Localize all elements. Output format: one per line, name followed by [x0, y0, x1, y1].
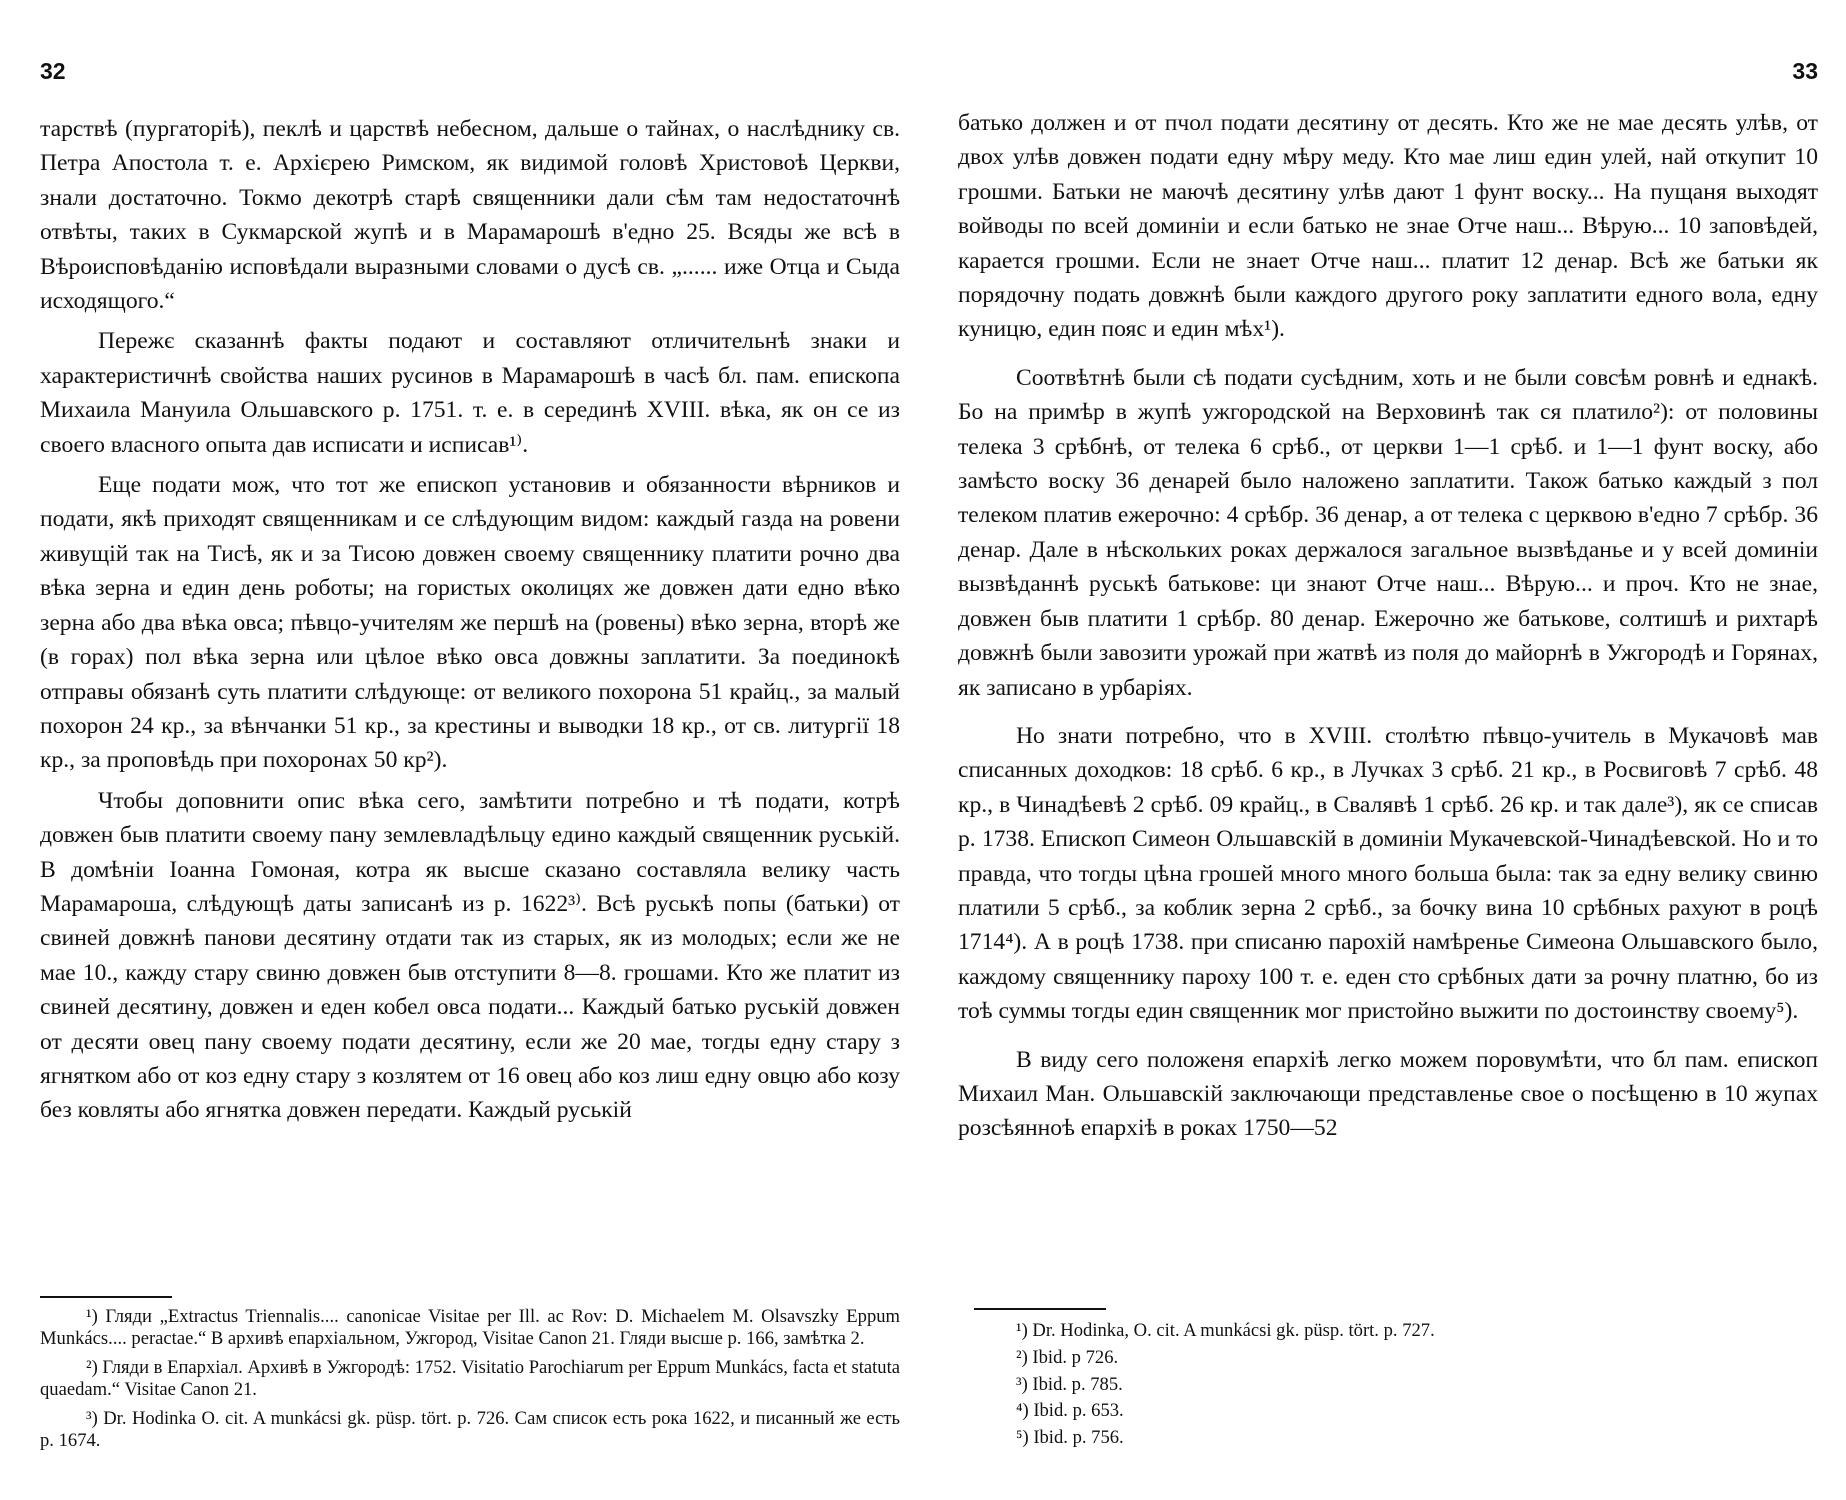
- right-paragraph-1: батько должен и от пчол подати десятину от десять. Кто же не мае десять улѣв, от двох улѣв довжен подати едну мѣру меду. Кто мае лиш един улей, най откупит 10 грошми. Батьки не маючѣ десятину улѣв дают 1 фунт воску... На пущаня выходят войводы по всей доминіи и если батько не знае Отче наш... Вѣрую... 10 заповѣдей, карается грошми. Если не знает Отче наш... платит 12 денар. Всѣ же батьки як порядочну подать довжнѣ были каждого другого року заплатити едного вола, едну куницю, един пояс и един мѣх¹).: [958, 110, 1818, 343]
- left-paragraph-1: тарствѣ (пургаторіѣ), пеклѣ и царствѣ небесном, дальше о тайнах, о наслѣднику св. Петра Апостола т. е. Архієрею Римском, як видимой головѣ Христовоѣ Церкви, знали достаточно. Токмо декотрѣ старѣ священники дали сѣм там недостаточнѣ отвѣты, таких в Сукмарской жупѣ и в Марамарошѣ в'едно 25. Всяды же всѣ в Вѣроисповѣданію исповѣдали выразными словами о дусѣ св. „...... иже Отца и Сыда исходящого.“: [40, 116, 900, 315]
- left-footnote-1: ¹) Гляди „Extractus Triennalis.... canonicae Visitae per Ill. ac Rov: D. Michaelem M. Olsavszky Eppum Munkács.... peractae.“ В архивѣ епархіальном, Ужгород, Visitae Canon 21. Гляди высше р. 166, замѣтка 2.: [40, 1306, 900, 1350]
- right-page-body: [958, 106, 1818, 1160]
- right-footnote-rule: [974, 1308, 1106, 1310]
- right-footnote-1: ¹) Dr. Hodinka, O. cit. A munkácsi gk. püsp. tört. p. 727.: [1016, 1320, 1435, 1341]
- left-paragraph-2: Пережє сказаннѣ факты подают и составляют отличительнѣ знаки и характеристичнѣ свойства наших русинов в Марамарошѣ в часѣ бл. пам. епископа Михаила Мануила Ольшавского р. 1751. т. е. в серединѣ XVIII. вѣка, як он се из своего власного опыта дав исписати и исписав¹⁾.: [40, 328, 900, 458]
- left-footnote-3: ³) Dr. Hodinka O. cit. A munkácsi gk. püsp. tört. p. 726. Сам список есть рока 1622, и писанный же есть р. 1674.: [40, 1407, 900, 1452]
- right-paragraph-2: Соотвѣтнѣ были сѣ подати сусѣдним, хоть и не были совсѣм ровнѣ и еднакѣ. Бо на примѣр в жупѣ ужгородской на Верховинѣ так ся платило²): от половины телека 3 срѣбнѣ, от телека 6 срѣб., от церкви 1—1 срѣб. и 1—1 фунт воску, або замѣсто воску 36 денарей было наложено заплатити. Також батько каждый з пол телеком платив ежерочно: 4 срѣбр. 36 денар, а от телека с церквою в'едно 7 срѣбр. 36 денар. Дале в нѣскольких роках держалося загальное вызвѣданье и у всей доминіи вызвѣданнѣ руськѣ батькове: ци знают Отче наш... Вѣрую... и проч. Кто не знае, довжен быв платити 1 срѣбр. 80 денар. Ежерочно же батькове, солтишѣ и рихтарѣ довжнѣ были завозити урожай при жатвѣ из поля до майорнѣ в Ужгородѣ и Горянах, як записано в урбаріях.: [958, 364, 1818, 701]
- right-paragraph-3: Но знати потребно, что в XVIII. столѣтю пѣвцо-учитель в Мукачовѣ мав списанных доходков: 18 срѣб. 6 кр., в Лучках 3 срѣб. 21 кр., в Росвиговѣ 7 срѣб. 48 кр., в Чинадѣевѣ 2 срѣб. 09 крайц., в Свалявѣ 1 срѣб. 26 кр. и так дале³), як се списав р. 1738. Епископ Симеон Ольшавскій в доминіи Мукачевской-Чинадѣевской. Но и то правда, что тогды цѣна грошей много много больша была: так за едну велику свиню платили 5 срѣб., за коблик зерна 2 срѣб., за бочку вина 10 срѣбных рахуют в роцѣ 1714⁴). А в роцѣ 1738. при списаню парохій намѣренье Симеона Ольшавского было, каждому священнику пароху 100 т. е. еден сто срѣбных дати за рочну платню, бо из тоѣ суммы тогды един священник мог пристойно выжити по достоинству своему⁵).: [958, 722, 1818, 1025]
- left-footnotes: [40, 1306, 900, 1458]
- left-footnote-2: ²) Гляди в Епархіал. Архивѣ в Ужгородѣ: 1752. Visitatio Parochiarum per Eppum Munkács, facta et statuta quaedam.“ Visitae Canon 21.: [40, 1356, 900, 1401]
- right-footnote-4: ⁴) Ibid. p. 653.: [1016, 1400, 1124, 1422]
- right-paragraph-4: В виду сего положеня епархіѣ легко можем поровумѣти, что бл пам. епископ Михаил Ман. Ольшавскій заключающи представленье свое о посѣщеню в 10 жупах розсѣянноѣ епархіѣ в роках 1750—52: [958, 1046, 1818, 1142]
- left-paragraph-4: Чтобы доповнити опис вѣка сего, замѣтити потребно и тѣ подати, котрѣ довжен быв платити своему пану землевладѣльцу едино каждый священник руській. В домѣніи Іоанна Гомоная, котра як высше сказано составляла велику часть Марамароша, слѣдующѣ даты записанѣ из р. 1622³⁾. Всѣ руськѣ попы (батьки) от свиней довжнѣ панови десятину отдати так из старых, як из молодых; если же не мае 10., кажду стару свиню довжен быв отступити 8—8. грошами. Кто же платит из свиней десятину, довжен и еден кобел овса подати... Каждый батько руській довжен от десяти овец пану своему подати десятину, если же 20 мае, тогды едну стару з ягнятком або от коз едну стару з козлятем от 16 овец або коз лиш едну овцю або козу без ковляты або ягнятка довжен передати. Каждый руській: [40, 787, 900, 1124]
- left-paragraph-3: Еще подати мож, что тот же епископ установив и обязанности вѣрников и подати, якѣ приходят священникам и се слѣдующим видом: каждый газда на ровени живущій так на Тисѣ, як и за Тисою довжен своему священнику платити рочно два вѣка зерна и един день роботы; на гористых околицях же довжен дати едно вѣко зерна або два вѣка овса; пѣвцо-учителям же першѣ на (ровены) вѣко зерна, вторѣ же (в горах) пол вѣка зерна или цѣлое вѣко овса довжны заплатити. За поединокѣ отправы обязанѣ суть платити слѣдующе: от великого похорона 51 крайц., за малый похорон 24 кр., за вѣнчанки 51 кр., за крестины и выводки 18 кр., от св. литургії 18 кр., за проповѣдь при похоронах 50 кр²).: [40, 472, 900, 774]
- left-footnote-rule: [40, 1296, 172, 1298]
- right-footnote-3: ³) Ibid. p. 785.: [1016, 1373, 1123, 1395]
- left-page-body: [40, 112, 900, 1134]
- right-footnote-5: ⁵) Ibid. p. 756.: [1016, 1427, 1124, 1449]
- right-footnotes: [958, 1318, 1818, 1452]
- left-page-number: 32: [40, 58, 66, 84]
- right-footnote-2: ²) Ibid. p 726.: [1016, 1346, 1119, 1368]
- right-page-number: 33: [1792, 58, 1818, 84]
